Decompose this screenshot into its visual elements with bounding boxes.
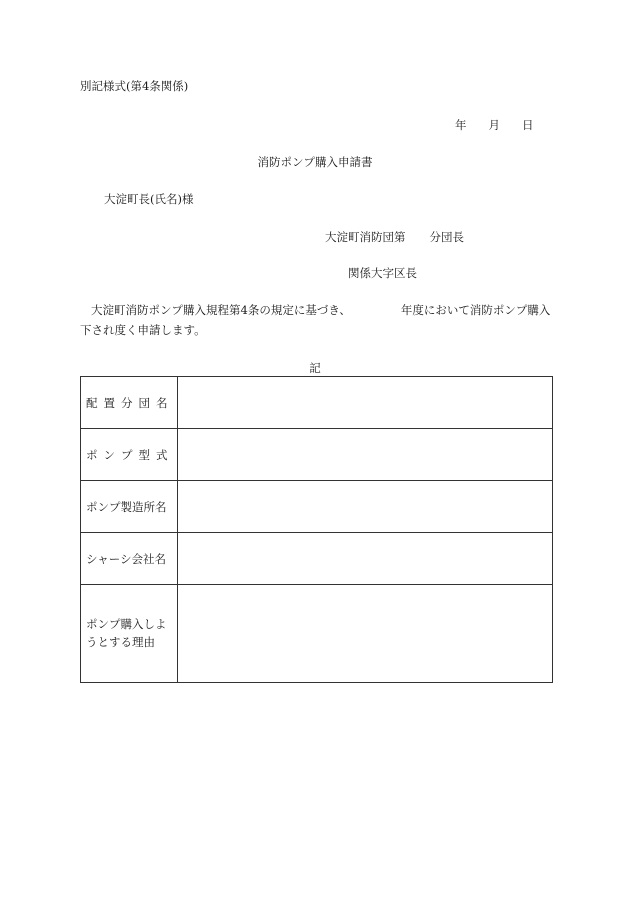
- row-value-manufacturer[interactable]: [178, 481, 553, 533]
- addressee: 大淀町長(氏名)様: [104, 192, 194, 206]
- applicant-branch-suffix: 分団長: [429, 230, 464, 244]
- body-line-1-a: 大淀町消防ポンプ購入規程第4条の規定に基づき、: [91, 303, 351, 317]
- row-value-branch[interactable]: [178, 377, 553, 429]
- table-row: [81, 481, 553, 533]
- applicant-line-2: 関係大字区長: [348, 266, 417, 280]
- row-value-chassis-company[interactable]: [178, 533, 553, 585]
- body-line-1: [91, 304, 550, 318]
- row-label-chassis-company: シャーシ会社名: [81, 533, 178, 585]
- body-line-1-b: 年度において消防ポンプ購入: [400, 303, 551, 317]
- table-row: [81, 377, 553, 429]
- applicant-branch-prefix: 大淀町消防団第: [325, 230, 406, 244]
- record-table: [80, 376, 553, 683]
- form-note: 別記様式(第4条関係): [80, 79, 189, 93]
- row-label-pump-model: ポンプ型式: [81, 429, 178, 481]
- row-label-manufacturer: ポンプ製造所名: [81, 481, 178, 533]
- table-row: [81, 533, 553, 585]
- document-title: 消防ポンプ購入申請書: [257, 155, 373, 169]
- row-value-reason[interactable]: [178, 585, 553, 683]
- row-label-reason: ポンプ購入しようとする理由: [81, 585, 178, 683]
- date-month-label: 月: [488, 118, 500, 132]
- row-value-pump-model[interactable]: [178, 429, 553, 481]
- body-line-2: 下され度く申請します。: [80, 323, 206, 337]
- date-day-label: 日: [522, 118, 534, 132]
- applicant-line-1: [325, 231, 464, 245]
- row-label-branch: 配置分団名: [81, 377, 178, 429]
- table-row: [81, 429, 553, 481]
- ki-heading: 記: [309, 361, 321, 375]
- date-line: [455, 119, 534, 133]
- date-year-label: 年: [455, 118, 467, 132]
- table-row: [81, 585, 553, 683]
